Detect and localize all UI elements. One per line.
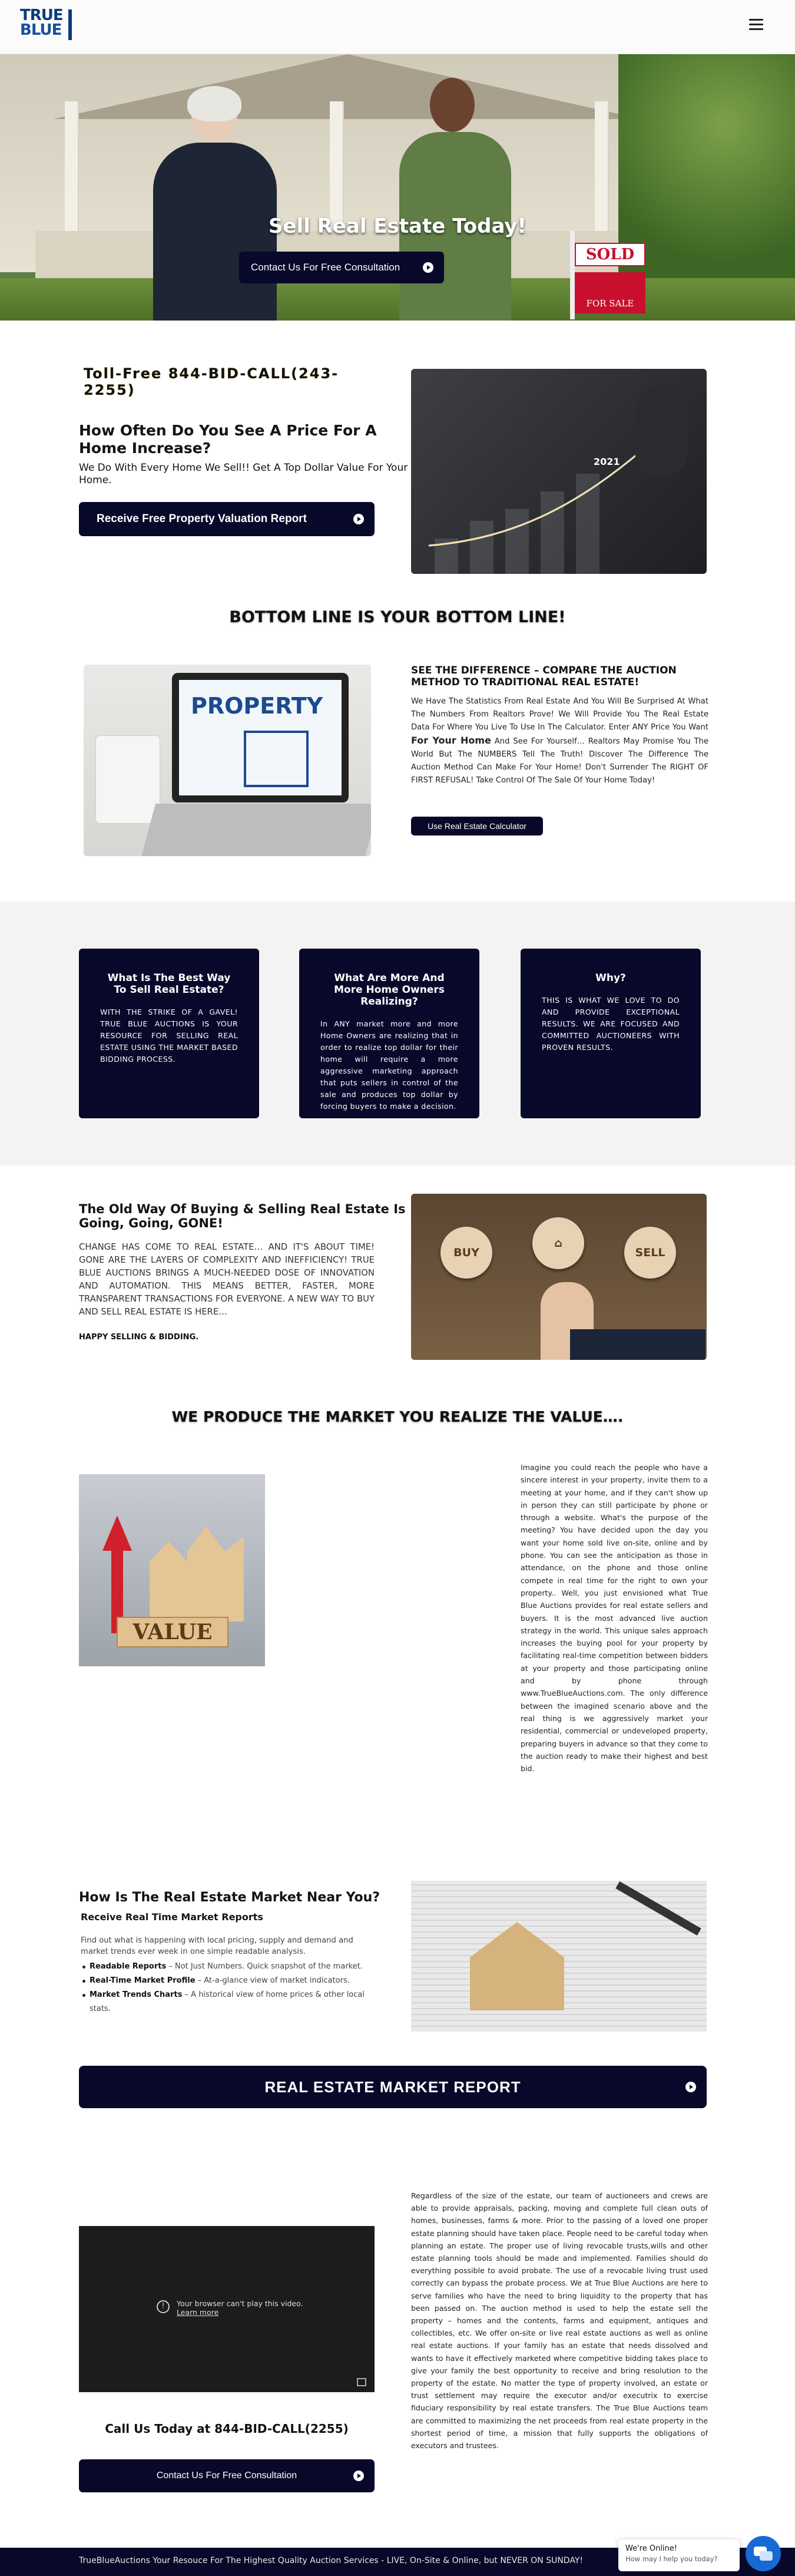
list-item-bold: Market Trends Charts <box>90 1990 183 1999</box>
site-header <box>0 0 795 54</box>
logo-line2: BLUE <box>20 21 62 39</box>
market-intro: Find out what is happening with local pricing, supply and demand and market trends ever week in one simple readable analysis. <box>81 1936 353 1956</box>
list-item-text: – Not Just Numbers. Quick snapshot of the market. <box>166 1962 363 1971</box>
red-arrow-up-icon <box>102 1515 132 1633</box>
market-subheading: Receive Real Time Market Reports <box>81 1911 263 1923</box>
info-card-text: THIS IS WHAT WE LOVE TO DO AND PROVIDE EXCEPTIONAL RESULTS. WE ARE FOCUSED AND COMMITTED AUCTIONEERS WITH PROVEN RESULTS. <box>542 996 680 1052</box>
sell-coin: SELL <box>624 1227 676 1279</box>
info-card <box>79 949 259 1118</box>
growth-chart-image <box>411 369 707 574</box>
logo-side-bar <box>68 9 72 40</box>
video-error-message <box>161 2299 303 2317</box>
oldway-signoff: HAPPY SELLING & BIDDING. <box>79 1333 199 1342</box>
list-item-bold: Readable Reports <box>90 1962 167 1971</box>
list-item-text: – At-a-glance view of market indicators. <box>195 1976 350 1985</box>
list-item-bold: Real-Time Market Profile <box>90 1976 196 1985</box>
chat-prompt: How may I help you today? <box>625 2555 718 2563</box>
suit-sleeve <box>570 1329 705 1360</box>
list-item <box>90 1960 378 1974</box>
logo[interactable] <box>20 8 71 46</box>
fullscreen-icon[interactable] <box>357 2378 366 2386</box>
chart-year-label: 2021 <box>594 456 620 467</box>
sold-sign <box>570 231 647 319</box>
person-seller <box>141 90 289 321</box>
hero-banner <box>0 54 795 321</box>
property-image-label: PROPERTY <box>191 693 323 719</box>
hamburger-menu-icon[interactable] <box>749 19 763 31</box>
footer-text: TrueBlueAuctions Your Resouce For The Highest Quality Auction Services - LIVE, On-Site & Online, but NEVER ON SUNDAY! <box>79 2556 583 2565</box>
video-learn-more-link[interactable]: Learn more <box>177 2308 219 2317</box>
house-icon <box>244 731 309 787</box>
list-item-text: – A historical view of home prices & other local stats. <box>90 1990 365 2013</box>
oldway-body: CHANGE HAS COME TO REAL ESTATE… AND IT'S ABOUT TIME! GONE ARE THE LAYERS OF COMPLEXITY AND INEFFICIENCY! TRUE BLUE AUCTIONS BRINGS A MUCH-NEEDED DOSE OF INNOVATION AND AUTOMATION. THIS MEANS BETTER, FASTER, MORE TRANSPARENT TRANSACTIONS FOR EVERYONE. A NEW WAY TO BUY AND SELL REAL ESTATE IS HERE… <box>79 1242 375 1317</box>
laptop-image <box>172 673 349 802</box>
property-laptop-image <box>84 665 371 856</box>
info-card-title: Why? <box>595 972 626 984</box>
for-sale-sign-label: FOR SALE <box>575 272 645 313</box>
value-image <box>79 1474 265 1666</box>
info-card-title: What Is The Best Way To Sell Real Estate? <box>107 972 231 996</box>
market-heading: How Is The Real Estate Market Near You? <box>79 1890 380 1905</box>
tollfree-number[interactable]: Toll-Free 844-BID-CALL(243-2255) <box>84 365 339 398</box>
info-card-text: WITH THE STRIKE OF A GAVEL! TRUE BLUE AUCTIONS IS YOUR RESOURCE FOR SELLING REAL ESTATE USING THE MARKET BASED BIDDING PROCESS. <box>100 1008 238 1064</box>
video-player[interactable] <box>79 2226 375 2392</box>
calculator-image <box>95 735 160 824</box>
difference-body-bold: For Your Home <box>411 735 491 746</box>
buy-sell-image <box>411 1194 707 1360</box>
hero-contact-button[interactable] <box>239 252 444 283</box>
produce-body: Imagine you could reach the people who have a sincere interest in your property, invite them to a meeting at your home, and if they can't show up in person they can still participate by phone or through a website. What's the purpose of the meeting? You have decided upon the day you want your home sold live on-site, online and by phone. You can see the anticipation as those in attendance, on the phone and those online compete in real time for the right to own your property.. Well, you just envisioned what True Blue Auctions provides for real estate sellers and buyers. It is the most advanced live auction strategy in the world. This unique sales approach increases the buying pool for your property by facilitating real-time competition between bidders at your property and those participating online and by phone through www.TrueBlueAuctions.com. The only difference between the imagined scenario above and the real thing is we aggressively market your residential, commercial or undeveloped property, preparing buyers in advance so that they come to the auction ready to make their highest and best bid. <box>521 1463 708 1774</box>
difference-body <box>411 695 708 787</box>
info-card <box>299 949 479 1118</box>
hero-title: Sell Real Estate Today! <box>268 214 527 238</box>
oldway-heading: The Old Way Of Buying & Selling Real Estate Is Going, Going, GONE! <box>79 1202 406 1230</box>
difference-body-text: We Have The Statistics From Real Estate And You Will Be Surprised At What The Numbers From Realtors Prove! We Will Provide You The Real Estate Data For Where You Live To Use In The Calculator. Enter ANY Price You Want <box>411 697 708 732</box>
sold-sign-label: SOLD <box>575 243 645 266</box>
valuation-heading: How Often Do You See A Price For A Home Increase? <box>79 422 377 457</box>
info-card <box>521 949 701 1118</box>
list-item <box>90 1974 378 1988</box>
valuation-report-button[interactable] <box>79 502 375 536</box>
produce-heading: WE PRODUCE THE MARKET YOU REALIZE THE VALUE…. <box>171 1408 624 1425</box>
chat-bubble-icon[interactable] <box>746 2536 781 2571</box>
valuation-report-button-label: Receive Free Property Valuation Report <box>97 513 307 525</box>
market-features-list <box>90 1960 378 2016</box>
value-blocks: VALUE <box>117 1617 228 1647</box>
hand-pointing <box>635 387 688 475</box>
arrow-right-icon <box>353 514 364 524</box>
list-item <box>90 1988 378 2016</box>
chat-widget-prompt[interactable] <box>618 2539 740 2571</box>
wooden-houses <box>150 1521 244 1621</box>
video-error-text: Your browser can't play this video. <box>177 2299 303 2308</box>
arrow-right-icon <box>685 2082 696 2092</box>
house-coin: ⌂ <box>532 1217 584 1269</box>
hero-contact-button-label: Contact Us For Free Consultation <box>251 262 400 273</box>
info-card-text: In ANY market more and more Home Owners are realizing that in order to realize top dollar for their home will require a more aggressive marketing approach that puts sellers in control of the sale and produces top dollar by forcing buyers to make a decision. <box>320 1019 458 1111</box>
valuation-subheading: We Do With Every Home We Sell!! Get A Top Dollar Value For Your Home. <box>79 462 408 486</box>
info-card-title: What Are More And More Home Owners Realizing? <box>334 972 445 1008</box>
market-report-button[interactable] <box>79 2066 707 2108</box>
house-on-papers-image <box>411 1881 707 2032</box>
estate-body: Regardless of the size of the estate, our team of auctioneers and crews are able to provide appraisals, packing, moving and complete full clean outs of homes, businesses, farms & more. Prior to the passing of a loved one proper estate planning should have taken place. People need to be careful today when planning an estate. The proper use of living revocable trusts,wills and other estate planning tools should be made and implemented. Families should do everything possible to avoid probate. The use of a revocable living trust used correctly can bypass the probate process. We at True Blue Auctions are here to serve families who have the need to bring liquidity to the property that has been passed on. The auction method is used to help the estate sell the property – homes and the contents, farms and equipment, antiques and collectibles, etc. We offer on-site or live real estate auctions as well as online real estate auctions. If your family has an estate that needs dissolved and wants to have it effectively marketed where competitive bidding takes place to give your family the best opportunity to receive and bring resolution to the property of the estate. No matter the type of property involved, an estate or trust settlement may require the executor and/or executrix to exercise fiduciary responsibility by real estate transfers. The True Blue Auctions team are committed to maximizing the net proceeds from real estate property in the shortest period of time, a mission that fully supports the obligations of executors and trustees. <box>411 2191 708 2450</box>
difference-body-text: And See For Yourself… Realtors May Promise You The World But The NUMBERS Tell The Truth! Discover The Difference The Auction Method Can Make For Your Home! Don't Surrender The RIGHT OF FIRST REFUSAL! Take Control Of The Sale Of Your Home Today! <box>411 737 708 785</box>
consultation-button-label: Contact Us For Free Consultation <box>156 2471 297 2481</box>
buy-coin: BUY <box>440 1227 492 1279</box>
keyboard-image <box>141 804 371 856</box>
info-icon: ! <box>157 2300 170 2313</box>
difference-heading: SEE THE DIFFERENCE – COMPARE THE AUCTION METHOD TO TRADITIONAL REAL ESTATE! <box>411 665 677 688</box>
consultation-button[interactable] <box>79 2459 375 2492</box>
market-report-button-label: REAL ESTATE MARKET REPORT <box>264 2078 521 2096</box>
pen-icon <box>615 1881 701 1936</box>
person-buyer <box>389 78 524 321</box>
logo-line1: TRUE <box>20 6 63 24</box>
arrow-right-icon <box>423 262 433 273</box>
call-us-heading: Call Us Today at 844-BID-CALL(2255) <box>105 2422 349 2436</box>
arrow-right-icon <box>353 2471 364 2481</box>
wooden-house-icon <box>470 1922 564 2010</box>
chat-status: We're Online! <box>625 2544 677 2553</box>
calculator-button[interactable]: Use Real Estate Calculator <box>411 817 543 835</box>
bottomline-heading: BOTTOM LINE IS YOUR BOTTOM LINE! <box>229 608 566 626</box>
